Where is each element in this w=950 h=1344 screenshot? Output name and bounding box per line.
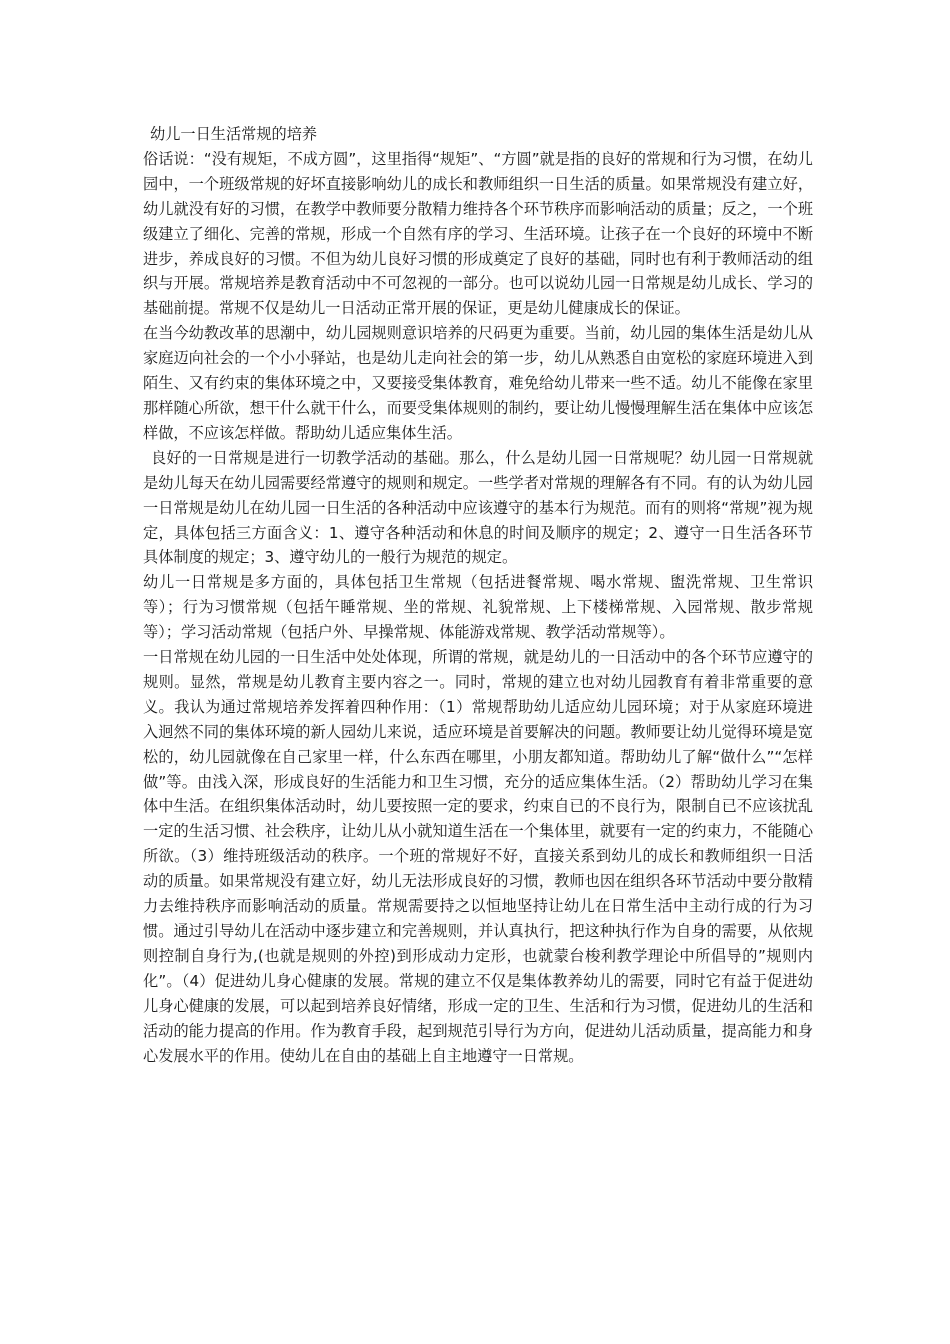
paragraph-categories: 幼儿一日常规是多方面的，具体包括卫生常规（包括进餐常规、喝水常规、盥洗常规、卫生常识等）；行为习惯常规（包括午睡常规、坐的常规、礼貌常规、上下楼梯常规、入园常规、散步常规等）；学习活动常规（包括户外、早操常规、体能游戏常规、教学活动常规等）。 xyxy=(143,573,813,642)
paragraph-intro: 俗话说：“没有规矩，不成方圆”，这里指得“规矩”、“方圆”就是指的良好的常规和行为习惯，在幼儿园中，一个班级常规的好坏直接影响幼儿的成长和教师组织一日生活的质量。如果常规没有建立好，幼儿就没有好的习惯，在教学中教师要分散精力维持各个环节秩序而影响活动的质量；反之，一个班级建立了细化、完善的常规，形成一个自然有序的学习、生活环境。让孩子在一个良好的环境中不断进步，养成良好的习惯。不但为幼儿良好习惯的形成奠定了良好的基础，同时也有利于教师活动的组织与开展。常规培养是教育活动中不可忽视的一部分。也可以说幼儿园一日常规是幼儿成长、学习的基础前提。常规不仅是幼儿一日活动正常开展的保证，更是幼儿健康成长的保证。 xyxy=(143,149,813,318)
document-body xyxy=(143,122,813,1068)
paragraph-definition: 良好的一日常规是进行一切教学活动的基础。那么，什么是幼儿园一日常规呢？幼儿园一日常规就是幼儿每天在幼儿园需要经常遵守的规则和规定。一些学者对常规的理解各有不同。有的认为幼儿园一日常规是幼儿在幼儿园一日生活的各种活动中应该遵守的基本行为规范。而有的则将“常规”视为规定，具体包括三方面含义：1、遵守各种活动和休息的时间及顺序的规定；2、遵守一日生活各环节具体制度的规定；3、遵守幼儿的一般行为规范的规定。 xyxy=(143,448,813,567)
document-title: 幼儿一日生活常规的培养 xyxy=(150,125,318,143)
paragraph-functions: 一日常规在幼儿园的一日生活中处处体现，所谓的常规，就是幼儿的一日活动中的各个环节应遵守的规则。显然，常规是幼儿教育主要内容之一。同时，常规的建立也对幼儿园教育有着非常重要的意义。我认为通过常规培养发挥着四种作用：（1）常规帮助幼儿适应幼儿园环境；对于从家庭环境进入迥然不同的集体环境的新人园幼儿来说，适应环境是首要解决的问题。教师要让幼儿觉得环境是宽松的，幼儿园就像在自己家里一样，什么东西在哪里，小朋友都知道。帮助幼儿了解“做什么”“怎样做”等。由浅入深，形成良好的生活能力和卫生习惯，充分的适应集体生活。（2）帮助幼儿学习在集体中生活。在组织集体活动时，幼儿要按照一定的要求，约束自已的不良行为，限制自已不应该扰乱一定的生活习惯、社会秩序，让幼儿从小就知道生活在一个集体里，就要有一定的约束力，不能随心所欲。（3）维持班级活动的秩序。一个班的常规好不好，直接关系到幼儿的成长和教师组织一日活动的质量。如果常规没有建立好，幼儿无法形成良好的习惯，教师也因在组织各环节活动中要分散精力去维持秩序而影响活动的质量。常规需要持之以恒地坚持让幼儿在日常生活中主动行成的行为习惯。通过引导幼儿在活动中逐步建立和完善规则，并认真执行，把这种执行作为自身的需要，从依规则控制自身行为,(也就是规则的外控)到形成动力定形，也就蒙台梭利教学理论中所倡导的”规则内化”。（4）促进幼儿身心健康的发展。常规的建立不仅是集体教养幼儿的需要，同时它有益于促进幼儿身心健康的发展，可以起到培养良好情绪，形成一定的卫生、生活和行为习惯，促进幼儿的生活和活动的能力提高的作用。作为教育手段，起到规范引导行为方向，促进幼儿活动质量，提高能力和身心发展水平的作用。使幼儿在自由的基础上自主地遵守一日常规。 xyxy=(143,648,813,1065)
paragraph-reform: 在当今幼教改革的思潮中，幼儿园规则意识培养的尺码更为重要。当前，幼儿园的集体生活是幼儿从家庭迈向社会的一个小小驿站，也是幼儿走向社会的第一步，幼儿从熟悉自由宽松的家庭环境进入到陌生、又有约束的集体环境之中，又要接受集体教育，难免给幼儿带来一些不适。幼儿不能像在家里那样随心所欲，想干什么就干什么，而要受集体规则的制约，要让幼儿慢慢理解生活在集体中应该怎样做，不应该怎样做。帮助幼儿适应集体生活。 xyxy=(143,324,813,442)
